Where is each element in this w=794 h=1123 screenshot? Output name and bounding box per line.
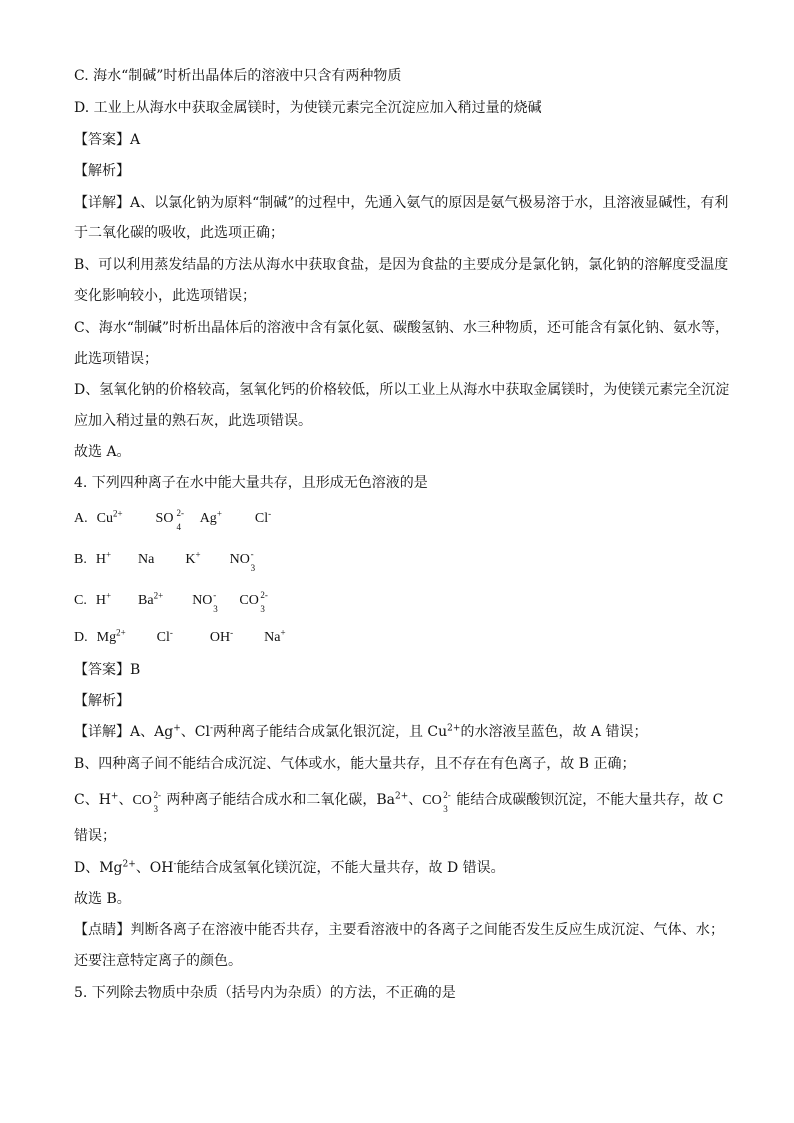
q4-detail-d: D、$Mg^{2+}$、OH-能结合成氢氧化镁沉淀，不能大量共存，故 D 错误。 xyxy=(74,859,505,876)
q4-answer: 【答案】B xyxy=(74,662,141,678)
q3-detail-c-line2: 此选项错误； xyxy=(74,351,158,367)
q3-detail-d-line1: D、氢氧化钠的价格较高，氢氧化钙的价格较低，所以工业上从海水中获取金属镁时，为使镁元素完全沉淀 xyxy=(74,382,730,398)
q3-option-c: C. 海水“制碱”时析出晶体后的溶液中只含有两种物质 xyxy=(74,68,402,84)
ion-cl: Cl- xyxy=(254,508,272,526)
q5-stem: 5. 下列除去物质中杂质（括号内为杂质）的方法，不正确的是 xyxy=(74,985,456,1001)
q3-detail-a-line2: 于二氧化碳的吸收，此选项正确； xyxy=(74,225,284,241)
ion-ag: Ag+ xyxy=(199,508,222,526)
q4-comment-line2: 还要注意特定离子的颜色。 xyxy=(74,953,242,969)
ion-k: K+ xyxy=(185,549,201,567)
q3-conclusion: 故选 A。 xyxy=(74,444,131,460)
ion-cu: $Cu^{2+}$ xyxy=(96,508,123,526)
ion-h-c: H+ xyxy=(95,590,112,608)
ion-na: Na+ xyxy=(264,627,286,645)
ion-oh: OH- xyxy=(209,627,234,645)
q4-detail-c-line1: C、H+、CO 2- 3 两种离子能结合成水和二氧化碳，$Ba^{2+}$、CO 2- 3 能结合成碳酸钡沉淀，不能大量共存，故 C xyxy=(74,790,724,814)
ion-co3-inline-1: CO 2- 3 xyxy=(132,790,161,814)
q4-option-d-label: D. xyxy=(74,630,88,645)
q4-comment-line1: 【点睛】判断各离子在溶液中能否共存，主要看溶液中的各离子之间能否发生反应生成沉淀、气体、水； xyxy=(74,922,724,938)
q3-detail-d-line2: 应加入稍过量的熟石灰，此选项错误。 xyxy=(74,413,312,429)
q4-option-c xyxy=(74,590,269,614)
q4-detail-a: 【详解】A、Ag+、Cl-两种离子能结合成氯化银沉淀，且 $Cu^{2+}$的水溶液呈蓝色，故 A 错误； xyxy=(74,723,648,740)
q3-option-d: D. 工业上从海水中获取金属镁时，为使镁元素完全沉淀应加入稍过量的烧碱 xyxy=(74,100,542,116)
q4-detail-c-line2: 错误； xyxy=(74,828,116,844)
ion-mg: $Mg^{2+}$ xyxy=(96,627,126,645)
q4-option-b xyxy=(74,549,258,573)
ion-co3: CO 2- 3 xyxy=(239,590,268,614)
ion-so4: SO 2- 4 xyxy=(155,508,185,532)
q4-option-a-label: A. xyxy=(74,511,88,526)
q3-analysis-heading: 【解析】 xyxy=(74,163,130,179)
q4-detail-b: B、四种离子间不能结合成沉淀、气体或水，能大量共存，且不存在有色离子，故 B 正确； xyxy=(74,756,636,772)
ion-ba: $Ba^{2+}$ xyxy=(138,590,164,608)
q3-detail-a-line1: 【详解】A、以氯化钠为原料“制碱”的过程中，先通入氨气的原因是氨气极易溶于水，且溶液显碱性，有利 xyxy=(74,195,729,211)
ion-no3-c: NO - 3 xyxy=(192,590,218,614)
q3-answer: 【答案】A xyxy=(74,132,141,148)
ion-co3-inline-2: CO 2- 3 xyxy=(422,790,451,814)
q3-detail-c-line1: C、海水“制碱”时析出晶体后的溶液中含有氯化氨、碳酸氢钠、水三种物质，还可能含有氯化钠、氨水等， xyxy=(74,320,730,336)
ion-h: H+ xyxy=(95,549,112,567)
q4-conclusion: 故选 B。 xyxy=(74,891,131,907)
q4-analysis-heading: 【解析】 xyxy=(74,693,130,709)
q3-detail-b-line1: B、可以利用蒸发结晶的方法从海水中获取食盐，是因为食盐的主要成分是氯化钠，氯化钠的溶解度受温度 xyxy=(74,257,729,273)
q4-option-a xyxy=(74,508,272,532)
ion-no3: NO - 3 xyxy=(229,549,256,573)
q3-detail-b-line2: 变化影响较小，此选项错误； xyxy=(74,288,256,304)
q4-option-c-label: C. xyxy=(74,593,87,608)
q4-option-d xyxy=(74,628,286,648)
q4-stem: 4. 下列四种离子在水中能大量共存，且形成无色溶液的是 xyxy=(74,475,428,491)
q4-option-b-label: B. xyxy=(74,552,87,567)
ion-na-plain: Na xyxy=(138,552,155,567)
ion-cl-d: Cl- xyxy=(156,627,173,645)
